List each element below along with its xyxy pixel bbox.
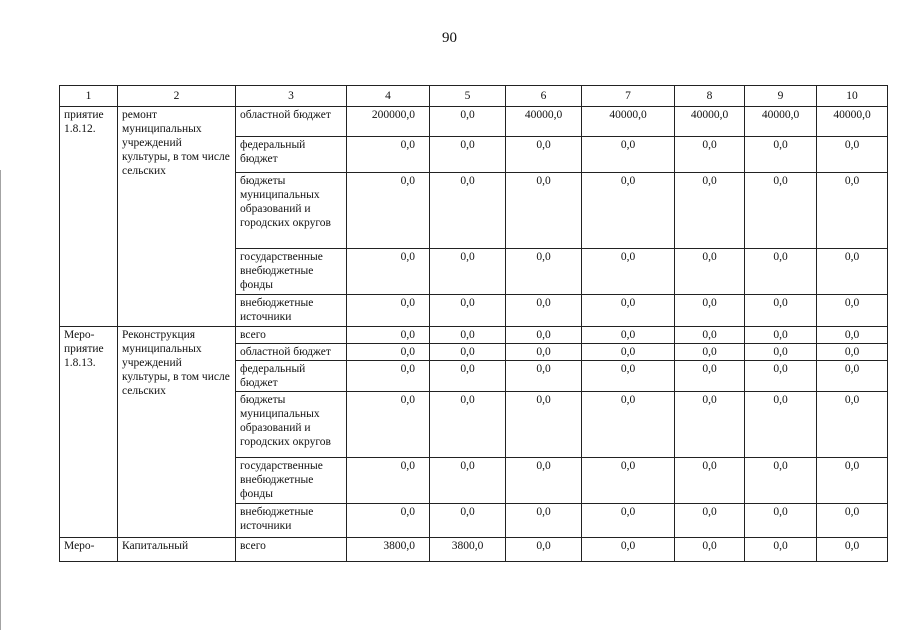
amount-cell: 0,0 xyxy=(506,504,582,538)
amount-cell: 0,0 xyxy=(506,361,582,392)
amount-cell: 0,0 xyxy=(745,295,817,327)
amount-cell: 0,0 xyxy=(582,392,675,458)
amount-cell: 0,0 xyxy=(745,504,817,538)
amount-cell: 0,0 xyxy=(582,137,675,173)
amount-cell: 0,0 xyxy=(675,295,745,327)
amount-cell: 0,0 xyxy=(430,344,506,361)
amount-cell: 0,0 xyxy=(675,538,745,562)
amount-cell: 0,0 xyxy=(582,327,675,344)
amount-cell: 0,0 xyxy=(347,327,430,344)
amount-cell: 40000,0 xyxy=(506,107,582,137)
funding-source-cell: областной бюджет xyxy=(236,107,347,137)
amount-cell: 0,0 xyxy=(582,538,675,562)
amount-cell: 0,0 xyxy=(675,344,745,361)
amount-cell: 40000,0 xyxy=(817,107,888,137)
amount-cell: 0,0 xyxy=(430,249,506,295)
measure-code-cell: Меро-приятие 1.8.13. xyxy=(60,327,118,538)
amount-cell: 0,0 xyxy=(430,173,506,249)
amount-cell: 0,0 xyxy=(817,458,888,504)
funding-source-cell: бюджеты муниципальных образований и городских округов xyxy=(236,392,347,458)
column-number: 6 xyxy=(506,86,582,107)
amount-cell: 0,0 xyxy=(675,361,745,392)
amount-cell: 0,0 xyxy=(817,295,888,327)
amount-cell: 0,0 xyxy=(347,173,430,249)
column-number: 8 xyxy=(675,86,745,107)
table-row xyxy=(60,107,888,137)
measure-name-cell: Капитальный xyxy=(118,538,236,562)
budget-table xyxy=(59,85,888,562)
measure-name-cell: ремонт муниципальных учреждений культуры, в том числе сельских xyxy=(118,107,236,327)
column-number: 3 xyxy=(236,86,347,107)
amount-cell: 0,0 xyxy=(430,458,506,504)
amount-cell: 0,0 xyxy=(817,137,888,173)
amount-cell: 0,0 xyxy=(745,458,817,504)
amount-cell: 0,0 xyxy=(675,504,745,538)
amount-cell: 0,0 xyxy=(817,361,888,392)
amount-cell: 0,0 xyxy=(675,458,745,504)
table-body xyxy=(60,86,888,562)
column-number: 5 xyxy=(430,86,506,107)
amount-cell: 0,0 xyxy=(430,137,506,173)
amount-cell: 0,0 xyxy=(347,392,430,458)
table-row xyxy=(60,538,888,562)
table-row xyxy=(60,327,888,344)
column-number: 2 xyxy=(118,86,236,107)
amount-cell: 0,0 xyxy=(745,344,817,361)
amount-cell: 0,0 xyxy=(817,327,888,344)
amount-cell: 0,0 xyxy=(582,344,675,361)
amount-cell: 0,0 xyxy=(347,458,430,504)
amount-cell: 0,0 xyxy=(506,327,582,344)
amount-cell: 0,0 xyxy=(582,295,675,327)
amount-cell: 0,0 xyxy=(745,538,817,562)
amount-cell: 0,0 xyxy=(745,137,817,173)
funding-source-cell: федеральный бюджет xyxy=(236,361,347,392)
amount-cell: 0,0 xyxy=(430,504,506,538)
amount-cell: 0,0 xyxy=(675,392,745,458)
amount-cell: 0,0 xyxy=(347,361,430,392)
amount-cell: 0,0 xyxy=(675,327,745,344)
amount-cell: 0,0 xyxy=(506,249,582,295)
funding-source-cell: областной бюджет xyxy=(236,344,347,361)
amount-cell: 0,0 xyxy=(430,392,506,458)
column-number: 4 xyxy=(347,86,430,107)
amount-cell: 0,0 xyxy=(430,327,506,344)
amount-cell: 0,0 xyxy=(817,504,888,538)
amount-cell: 0,0 xyxy=(675,249,745,295)
amount-cell: 0,0 xyxy=(506,137,582,173)
amount-cell: 0,0 xyxy=(817,249,888,295)
measure-name-cell: Реконструкция муниципальных учреждений культуры, в том числе сельских xyxy=(118,327,236,538)
column-number: 1 xyxy=(60,86,118,107)
amount-cell: 0,0 xyxy=(347,249,430,295)
amount-cell: 0,0 xyxy=(582,173,675,249)
amount-cell: 200000,0 xyxy=(347,107,430,137)
funding-source-cell: внебюджетные источники xyxy=(236,504,347,538)
amount-cell: 0,0 xyxy=(582,249,675,295)
amount-cell: 0,0 xyxy=(745,361,817,392)
measure-code-cell: Меро- xyxy=(60,538,118,562)
binding-edge-mark xyxy=(0,170,3,630)
page-number: 90 xyxy=(442,30,457,46)
amount-cell: 0,0 xyxy=(675,137,745,173)
amount-cell: 0,0 xyxy=(817,344,888,361)
funding-source-cell: бюджеты муниципальных образований и городских округов xyxy=(236,173,347,249)
funding-source-cell: внебюджетные источники xyxy=(236,295,347,327)
amount-cell: 0,0 xyxy=(817,173,888,249)
amount-cell: 0,0 xyxy=(817,538,888,562)
amount-cell: 40000,0 xyxy=(745,107,817,137)
amount-cell: 0,0 xyxy=(506,173,582,249)
amount-cell: 0,0 xyxy=(675,173,745,249)
amount-cell: 0,0 xyxy=(582,458,675,504)
amount-cell: 0,0 xyxy=(817,392,888,458)
amount-cell: 0,0 xyxy=(347,504,430,538)
amount-cell: 0,0 xyxy=(745,327,817,344)
amount-cell: 40000,0 xyxy=(675,107,745,137)
amount-cell: 0,0 xyxy=(745,249,817,295)
amount-cell: 0,0 xyxy=(430,361,506,392)
amount-cell: 0,0 xyxy=(347,295,430,327)
column-number: 9 xyxy=(745,86,817,107)
column-number-row xyxy=(60,86,888,107)
amount-cell: 0,0 xyxy=(506,392,582,458)
column-number: 10 xyxy=(817,86,888,107)
amount-cell: 0,0 xyxy=(430,295,506,327)
funding-source-cell: государственные внебюджетные фонды xyxy=(236,458,347,504)
amount-cell: 0,0 xyxy=(582,361,675,392)
amount-cell: 0,0 xyxy=(347,137,430,173)
amount-cell: 0,0 xyxy=(506,344,582,361)
amount-cell: 0,0 xyxy=(582,504,675,538)
funding-source-cell: всего xyxy=(236,327,347,344)
amount-cell: 40000,0 xyxy=(582,107,675,137)
amount-cell: 0,0 xyxy=(506,458,582,504)
amount-cell: 0,0 xyxy=(745,392,817,458)
measure-code-cell: приятие 1.8.12. xyxy=(60,107,118,327)
amount-cell: 3800,0 xyxy=(430,538,506,562)
amount-cell: 0,0 xyxy=(506,295,582,327)
funding-source-cell: всего xyxy=(236,538,347,562)
amount-cell: 3800,0 xyxy=(347,538,430,562)
amount-cell: 0,0 xyxy=(430,107,506,137)
amount-cell: 0,0 xyxy=(506,538,582,562)
amount-cell: 0,0 xyxy=(347,344,430,361)
column-number: 7 xyxy=(582,86,675,107)
amount-cell: 0,0 xyxy=(745,173,817,249)
funding-source-cell: государственные внебюджетные фонды xyxy=(236,249,347,295)
funding-source-cell: федеральный бюджет xyxy=(236,137,347,173)
